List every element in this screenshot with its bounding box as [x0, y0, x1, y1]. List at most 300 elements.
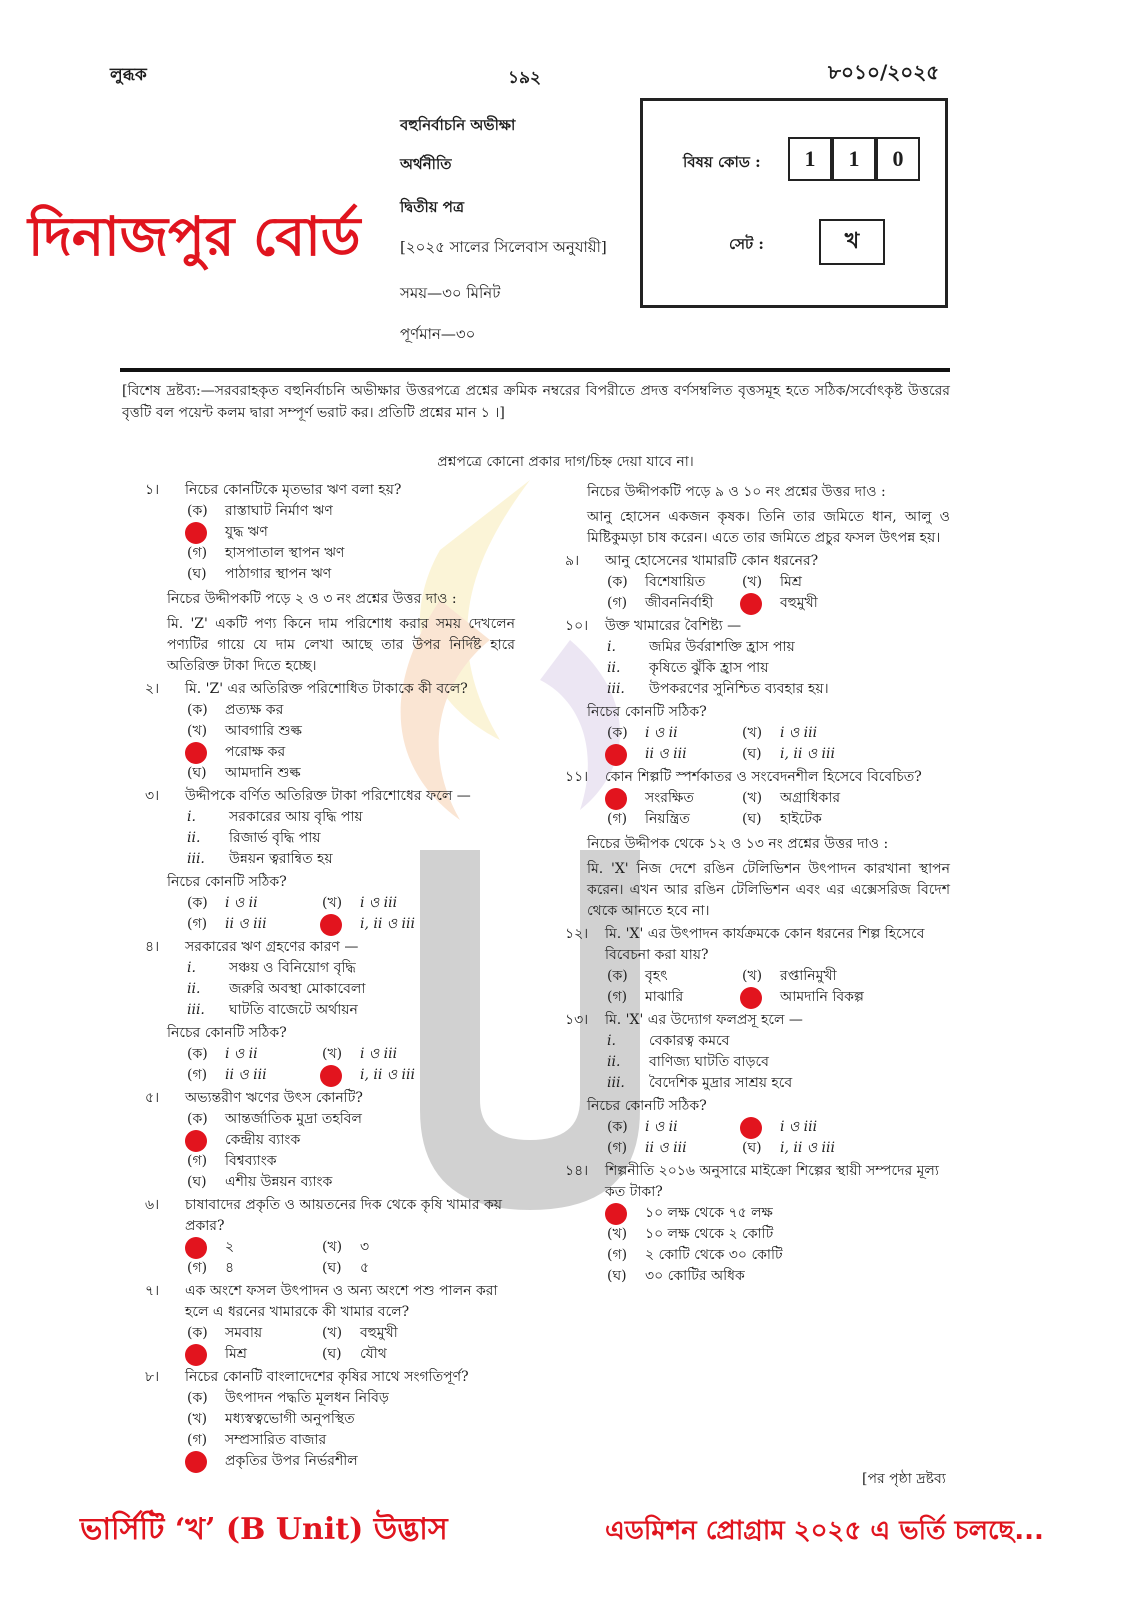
answer-option — [322, 1065, 515, 1086]
statement-text: জরুরি অবস্থা মোকাবেলা — [229, 981, 366, 997]
answer-option — [607, 809, 742, 830]
answer-option — [187, 1172, 515, 1193]
statement-text: সরকারের আয় বৃদ্ধি পায় — [229, 809, 363, 825]
statement-label: i. — [187, 960, 196, 976]
option-text: ii ও iii — [225, 1067, 267, 1083]
option-label: (খ) — [322, 895, 343, 911]
statement-text: জমির উর্বরাশক্তি হ্রাস পায় — [649, 639, 795, 655]
question-number: ২। — [145, 681, 160, 697]
option-label — [742, 987, 780, 1008]
answer-option — [187, 1065, 322, 1086]
question — [565, 924, 950, 966]
question-text: উদ্দীপকে বর্ণিত অতিরিক্ত টাকা পরিশোধের ফলে — — [185, 788, 471, 804]
option-label — [187, 522, 225, 543]
question-number: ৪। — [145, 939, 160, 955]
statement-label: iii. — [187, 1002, 205, 1018]
right-question-column — [565, 478, 950, 1287]
question-number: ১৩। — [565, 1012, 589, 1028]
statement-text: বৈদেশিক মুদ্রার সাশ্রয় হবে — [649, 1075, 793, 1091]
question — [145, 679, 515, 700]
option-text: হাসপাতাল স্থাপন ঋণ — [225, 545, 345, 561]
option-label: (ক) — [187, 702, 208, 718]
board-title: দিনাজপুর বোর্ড — [28, 205, 361, 268]
option-text: i ও iii — [780, 1119, 818, 1135]
option-text: মিশ্র — [225, 1346, 247, 1362]
option-label: (গ) — [607, 1140, 628, 1156]
option-text: মাঝারি — [645, 989, 684, 1005]
option-label — [607, 744, 645, 765]
option-text: i, ii ও iii — [780, 746, 835, 762]
option-label: (ক) — [607, 725, 628, 741]
option-list — [145, 1109, 515, 1193]
option-list — [565, 1117, 950, 1159]
answer-option — [187, 501, 515, 522]
option-text: i ও ii — [645, 725, 678, 741]
answer-option — [187, 1430, 515, 1451]
statement-label: i. — [607, 639, 616, 655]
filled-answer-bubble — [740, 987, 762, 1009]
option-text: ২ কোটি থেকে ৩০ কোটি — [645, 1247, 783, 1263]
option-label — [187, 742, 225, 763]
option-text: সম্প্রসারিত বাজার — [225, 1432, 327, 1448]
question — [145, 937, 515, 958]
option-text: ৩ — [360, 1239, 370, 1255]
option-label: (গ) — [187, 1260, 208, 1276]
option-text: প্রত্যক্ষ কর — [225, 702, 284, 718]
option-text: নিয়ন্ত্রিত — [645, 811, 690, 827]
option-text: মিশ্র — [780, 574, 802, 590]
footer-right-ad: এডমিশন প্রোগ্রাম ২০২৫ এ ভর্তি চলছে... — [605, 1516, 1044, 1546]
statement-text: সঞ্চয় ও বিনিয়োগ বৃদ্ধি — [229, 960, 356, 976]
sub-question: নিচের কোনটি সঠিক? — [587, 704, 707, 720]
statement-text: বেকারত্ব কমবে — [649, 1033, 730, 1049]
filled-answer-bubble — [740, 593, 762, 615]
statement — [607, 1073, 950, 1094]
divider — [120, 368, 950, 372]
option-label: (ক) — [187, 503, 208, 519]
option-text: ii ও iii — [645, 746, 687, 762]
filled-answer-bubble — [185, 742, 207, 764]
option-label — [187, 1237, 225, 1258]
option-list — [565, 572, 950, 614]
syllabus: [২০২৫ সালের সিলেবাস অনুযায়ী] — [400, 238, 607, 256]
answer-option — [187, 543, 515, 564]
option-text: মধ্যস্বত্বভোগী অনুপস্থিত — [225, 1411, 355, 1427]
answer-option — [187, 1130, 515, 1151]
option-label: (ক) — [607, 1119, 628, 1135]
option-label — [187, 1130, 225, 1151]
answer-option — [742, 788, 950, 809]
option-list — [145, 1237, 515, 1279]
stimulus-heading: নিচের উদ্দীপকটি পড়ে ৯ ও ১০ নং প্রশ্নের উত্তর দাও : — [587, 484, 886, 500]
option-label: (ঘ) — [742, 811, 762, 827]
answer-option — [187, 1258, 322, 1279]
option-label: (গ) — [187, 916, 208, 932]
option-text: কেন্দ্রীয় ব্যাংক — [225, 1132, 301, 1148]
option-label: (খ) — [742, 790, 763, 806]
statement-label: iii. — [607, 1075, 625, 1091]
question-number: ৯। — [565, 553, 580, 569]
filled-answer-bubble — [605, 1203, 627, 1225]
statement-label: ii. — [607, 1054, 621, 1070]
set-label: সেট : — [729, 235, 764, 253]
statement — [187, 849, 515, 870]
option-label: (গ) — [187, 1067, 208, 1083]
option-label: (ক) — [187, 1325, 208, 1341]
filled-answer-bubble — [605, 744, 627, 766]
sub-question: নিচের কোনটি সঠিক? — [587, 1098, 707, 1114]
option-text: ii ও iii — [645, 1140, 687, 1156]
option-label: (ক) — [607, 574, 628, 590]
statement — [187, 1000, 515, 1021]
option-label: (গ) — [607, 595, 628, 611]
answer-option — [187, 742, 515, 763]
option-label: (গ) — [607, 1247, 628, 1263]
statement-label: iii. — [187, 851, 205, 867]
answer-option — [607, 1117, 742, 1138]
answer-option — [607, 987, 742, 1008]
option-label: (ঘ) — [322, 1346, 342, 1362]
question — [145, 1281, 515, 1323]
answer-option — [742, 809, 950, 830]
option-label — [187, 1451, 225, 1472]
answer-option — [322, 914, 515, 935]
option-label — [607, 788, 645, 809]
stimulus-text: মি. 'X' নিজ দেশে রঙিন টেলিভিশন উৎপাদন কারখানা স্থাপন করেন। এখন আর রঙিন টেলিভিশন এবং এর এক্সেসরিজ বিদেশ থেকে আনতে হবে না। — [587, 861, 950, 919]
answer-option — [607, 744, 742, 765]
answer-option — [322, 1237, 515, 1258]
answer-option — [742, 1117, 950, 1138]
statement-label: ii. — [607, 660, 621, 676]
question-text: কোন শিল্পটি স্পর্শকাতর ও সংবেদনশীল হিসেবে বিবেচিত? — [605, 769, 922, 785]
answer-option — [187, 1109, 515, 1130]
option-text: ২ — [225, 1239, 235, 1255]
option-list — [565, 788, 950, 830]
answer-option — [742, 723, 950, 744]
filled-answer-bubble — [320, 1065, 342, 1087]
stimulus-text: আনু হোসেন একজন কৃষক। তিনি তার জমিতে ধান, আলু ও মিষ্টিকুমড়া চাষ করেন। এতে তার জমিতে প্রচুর ফসল উৎপন্ন হয়। — [587, 509, 950, 546]
answer-option — [742, 593, 950, 614]
statement — [187, 958, 515, 979]
answer-option — [187, 1044, 322, 1065]
option-label: (খ) — [742, 968, 763, 984]
answer-option — [607, 593, 742, 614]
option-label: (খ) — [187, 723, 208, 739]
statement-label: ii. — [187, 981, 201, 997]
subject-code-label: বিষয় কোড : — [683, 153, 761, 171]
option-label: (খ) — [322, 1325, 343, 1341]
statement-label: ii. — [187, 830, 201, 846]
statement-list — [565, 1031, 950, 1094]
statement-text: ঘাটতি বাজেটে অর্থায়ন — [229, 1002, 358, 1018]
answer-option — [187, 721, 515, 742]
option-text: বহুমুখী — [360, 1325, 398, 1341]
answer-option — [322, 1344, 515, 1365]
option-label: (খ) — [187, 1411, 208, 1427]
question — [145, 1367, 515, 1388]
option-text: i, ii ও iii — [360, 916, 415, 932]
question-number: ৬। — [145, 1197, 160, 1213]
filled-answer-bubble — [185, 1451, 207, 1473]
answer-option — [187, 1237, 322, 1258]
answer-option — [187, 522, 515, 543]
option-label: (খ) — [607, 1226, 628, 1242]
statement — [187, 979, 515, 1000]
option-label: (ঘ) — [187, 1174, 207, 1190]
option-label: (গ) — [187, 1432, 208, 1448]
statement-list — [145, 958, 515, 1021]
option-text: i, ii ও iii — [360, 1067, 415, 1083]
option-text: অগ্রাধিকার — [780, 790, 841, 806]
filled-answer-bubble — [185, 1130, 207, 1152]
option-text: i ও iii — [780, 725, 818, 741]
answer-option — [187, 1409, 515, 1430]
question — [565, 551, 950, 572]
answer-option — [742, 987, 950, 1008]
option-text: আন্তর্জাতিক মুদ্রা তহবিল — [225, 1111, 362, 1127]
sub-question: নিচের কোনটি সঠিক? — [167, 874, 287, 890]
answer-option — [742, 1138, 950, 1159]
option-list — [145, 1388, 515, 1472]
question-number: ৮। — [145, 1369, 160, 1385]
answer-option — [742, 966, 950, 987]
question-text: নিচের কোনটি বাংলাদেশের কৃষির সাথে সংগতিপূর্ণ? — [185, 1369, 469, 1385]
question-number: ৩। — [145, 788, 160, 804]
answer-option — [607, 1224, 950, 1245]
option-label: (ঘ) — [187, 566, 207, 582]
option-label — [742, 593, 780, 614]
answer-option — [187, 893, 322, 914]
option-label: (গ) — [607, 989, 628, 1005]
option-list — [565, 966, 950, 1008]
exam-code: ৮০১০/২০২৫ — [828, 60, 940, 84]
answer-option — [187, 914, 322, 935]
option-label: (খ) — [742, 725, 763, 741]
next-page-note: [পর পৃষ্ঠা দ্রষ্টব্য — [862, 1471, 946, 1487]
question — [565, 1161, 950, 1203]
statement-text: বাণিজ্য ঘাটতি বাড়বে — [649, 1054, 769, 1070]
question-number: ১১। — [565, 769, 589, 785]
option-label: (ঘ) — [742, 1140, 762, 1156]
option-label: (ক) — [607, 968, 628, 984]
statement-list — [145, 807, 515, 870]
option-text: রাস্তাঘাট নির্মাণ ঋণ — [225, 503, 333, 519]
question-text: শিল্পনীতি ২০১৬ অনুসারে মাইক্রো শিল্পের স্থায়ী সম্পদের মূল্য কত টাকা? — [605, 1163, 939, 1200]
statement-text: কৃষিতে ঝুঁকি হ্রাস পায় — [649, 660, 769, 676]
statement — [187, 807, 515, 828]
option-text: জীবননির্বাহী — [645, 595, 714, 611]
question-number: ১০। — [565, 618, 589, 634]
code-digit: 1 — [788, 137, 832, 181]
question-number: ৭। — [145, 1283, 160, 1299]
no-marks-note: প্রশ্নপত্রে কোনো প্রকার দাগ/চিহ্ন দেয়া যাবে না। — [437, 454, 694, 470]
option-label: (গ) — [607, 811, 628, 827]
stimulus-heading: নিচের উদ্দীপকটি পড়ে ২ ও ৩ নং প্রশ্নের উত্তর দাও : — [167, 591, 457, 607]
statement — [607, 637, 950, 658]
option-text: i ও iii — [360, 1046, 398, 1062]
option-label: (ঘ) — [322, 1260, 342, 1276]
answer-option — [742, 744, 950, 765]
left-question-column — [145, 478, 515, 1472]
option-label: (গ) — [187, 1153, 208, 1169]
option-text: প্রকৃতির উপর নির্ভরশীল — [225, 1453, 358, 1469]
option-label — [742, 1117, 780, 1138]
time: সময়—৩০ মিনিট — [400, 284, 501, 302]
option-text: সংরক্ষিত — [645, 790, 694, 806]
filled-answer-bubble — [740, 1117, 762, 1139]
filled-answer-bubble — [185, 1344, 207, 1366]
question-text: অভ্যন্তরীণ ঋণের উৎস কোনটি? — [185, 1090, 363, 1106]
option-list — [145, 893, 515, 935]
statement — [607, 1031, 950, 1052]
question-text: নিচের কোনটিকে মৃতভার ঋণ বলা হয়? — [185, 482, 402, 498]
answer-option — [322, 1044, 515, 1065]
answer-option — [187, 1388, 515, 1409]
option-list — [565, 723, 950, 765]
option-text: বৃহৎ — [645, 968, 668, 984]
question-text: চাষাবাদের প্রকৃতি ও আয়তনের দিক থেকে কৃষি খামার কয় প্রকার? — [185, 1197, 503, 1234]
answer-option — [607, 1138, 742, 1159]
option-label: (ঘ) — [187, 765, 207, 781]
answer-option — [187, 700, 515, 721]
option-text: i ও iii — [360, 895, 398, 911]
statement-label: i. — [187, 809, 196, 825]
answer-option — [607, 723, 742, 744]
question — [565, 616, 950, 637]
answer-option — [187, 564, 515, 585]
filled-answer-bubble — [605, 788, 627, 810]
option-text: i ও ii — [225, 1046, 258, 1062]
answer-option — [607, 1266, 950, 1287]
option-list — [145, 1323, 515, 1365]
stimulus-text: মি. 'Z' একটি পণ্য কিনে দাম পরিশোধ করার সময় দেখলেন পণ্যটির গায়ে যে দাম লেখা আছে তার উপর নির্দিষ্ট হারে অতিরিক্ত টাকা দিতে হচ্ছে। — [167, 616, 515, 674]
option-text: বিশেষায়িত — [645, 574, 706, 590]
option-text: বহুমুখী — [780, 595, 818, 611]
option-label: (ঘ) — [742, 746, 762, 762]
statement — [187, 828, 515, 849]
answer-option — [607, 1245, 950, 1266]
statement — [607, 679, 950, 700]
option-label: (খ) — [322, 1046, 343, 1062]
answer-option — [607, 966, 742, 987]
answer-option — [607, 572, 742, 593]
question-number: ৫। — [145, 1090, 160, 1106]
option-label — [607, 1203, 645, 1224]
answer-option — [607, 1203, 950, 1224]
option-text: পরোক্ষ কর — [225, 744, 286, 760]
option-text: পাঠাগার স্থাপন ঋণ — [225, 566, 332, 582]
option-text: ৩০ কোটির অধিক — [645, 1268, 745, 1284]
answer-option — [322, 1258, 515, 1279]
statement-label: iii. — [607, 681, 625, 697]
option-label: (ক) — [187, 1046, 208, 1062]
question-text: উক্ত খামারের বৈশিষ্ট্য — — [605, 618, 742, 634]
answer-option — [187, 1344, 322, 1365]
set-value: খ — [819, 219, 885, 265]
answer-option — [322, 893, 515, 914]
question — [565, 1010, 950, 1031]
option-label: (ঘ) — [607, 1268, 627, 1284]
option-list — [145, 700, 515, 784]
option-text: উৎপাদন পদ্ধতি মূলধন নিবিড় — [225, 1390, 389, 1406]
option-text: রপ্তানিমুখী — [780, 968, 837, 984]
question-text: আনু হোসেনের খামারটি কোন ধরনের? — [605, 553, 819, 569]
question-number: ১। — [145, 482, 160, 498]
option-text: ৪ — [225, 1260, 235, 1276]
option-text: i ও ii — [225, 895, 258, 911]
stimulus-heading: নিচের উদ্দীপক থেকে ১২ ও ১৩ নং প্রশ্নের উত্তর দাও : — [587, 836, 889, 852]
option-text: হাইটেক — [780, 811, 822, 827]
special-note: [বিশেষ দ্রষ্টব্য:—সরবরাহকৃত বহুনির্বাচনি অভীক্ষার উত্তরপত্রে প্রশ্নের ক্রমিক নম্বরের বিপরীতে প্রদত্ত বর্ণসম্বলিত বৃত্তসমূহ হতে সঠিক/সর্বোৎকৃষ্ট উত্তরের বৃত্তটি বল পয়েন্ট কলম দ্বারা সম্পূর্ণ ভরাট কর। প্রতিটি প্রশ্নের মান ১ ।] — [122, 383, 950, 421]
paper: দ্বিতীয় পত্র — [400, 198, 465, 216]
statement-text: উপকরণের সুনিশ্চিত ব্যবহার হয়। — [649, 681, 829, 697]
option-text: সমবায় — [225, 1325, 263, 1341]
filled-answer-bubble — [320, 914, 342, 936]
option-text: ১০ লক্ষ থেকে ৭৫ লক্ষ — [645, 1205, 773, 1221]
option-text: বিশ্বব্যাংক — [225, 1153, 277, 1169]
question — [145, 1088, 515, 1109]
option-label: (ক) — [187, 1390, 208, 1406]
question-text: মি. 'X' এর উদ্যোগ ফলপ্রসূ হলে — — [605, 1012, 803, 1028]
question — [145, 480, 515, 501]
statement — [607, 658, 950, 679]
question-text: সরকারের ঋণ গ্রহণের কারণ — — [185, 939, 359, 955]
statement-text: রিজার্ভ বৃদ্ধি পায় — [229, 830, 321, 846]
option-label: (ক) — [187, 895, 208, 911]
option-text: যুদ্ধ ঋণ — [225, 524, 268, 540]
option-text: ৫ — [360, 1260, 370, 1276]
option-text: আমদানি শুল্ক — [225, 765, 301, 781]
answer-option — [742, 572, 950, 593]
statement-label: i. — [607, 1033, 616, 1049]
question-text: এক অংশে ফসল উৎপাদন ও অন্য অংশে পশু পালন করা হলে এ ধরনের খামারকে কী খামার বলে? — [185, 1283, 498, 1320]
subject: অর্থনীতি — [400, 155, 452, 173]
code-digit: 0 — [876, 137, 920, 181]
answer-option — [187, 1323, 322, 1344]
question — [145, 1195, 515, 1237]
sub-question: নিচের কোনটি সঠিক? — [167, 1025, 287, 1041]
answer-option — [187, 1151, 515, 1172]
statement-text: উন্নয়ন ত্বরান্বিত হয় — [229, 851, 333, 867]
option-label: (খ) — [322, 1239, 343, 1255]
question-number: ১২। — [565, 926, 589, 942]
code-digit: 1 — [832, 137, 876, 181]
option-text: i ও ii — [645, 1119, 678, 1135]
question — [145, 786, 515, 807]
option-list — [145, 1044, 515, 1086]
footer-left-ad: ভার্সিটি ‘খ’ (B Unit) উদ্ভাস — [80, 1512, 448, 1547]
question-text: মি. 'X' এর উৎপাদন কার্যক্রমকে কোন ধরনের শিল্প হিসেবে বিবেচনা করা যায়? — [605, 926, 925, 963]
option-label — [322, 914, 360, 935]
answer-option — [607, 788, 742, 809]
statement-list — [565, 637, 950, 700]
answer-option — [187, 763, 515, 784]
exam-type: বহুনির্বাচনি অভীক্ষা — [400, 116, 516, 134]
option-text: যৌথ — [360, 1346, 387, 1362]
answer-option — [322, 1323, 515, 1344]
option-label: (খ) — [742, 574, 763, 590]
question-text: মি. 'Z' এর অতিরিক্ত পরিশোধিত টাকাকে কী বলে? — [185, 681, 468, 697]
question — [565, 767, 950, 788]
option-text: আবগারি শুল্ক — [225, 723, 302, 739]
option-text: ১০ লক্ষ থেকে ২ কোটি — [645, 1226, 774, 1242]
option-list — [565, 1203, 950, 1287]
option-list — [145, 501, 515, 585]
question-number: ১৪। — [565, 1163, 589, 1179]
option-label — [187, 1344, 225, 1365]
option-text: ii ও iii — [225, 916, 267, 932]
full-marks: পূর্ণমান—৩০ — [400, 325, 476, 343]
